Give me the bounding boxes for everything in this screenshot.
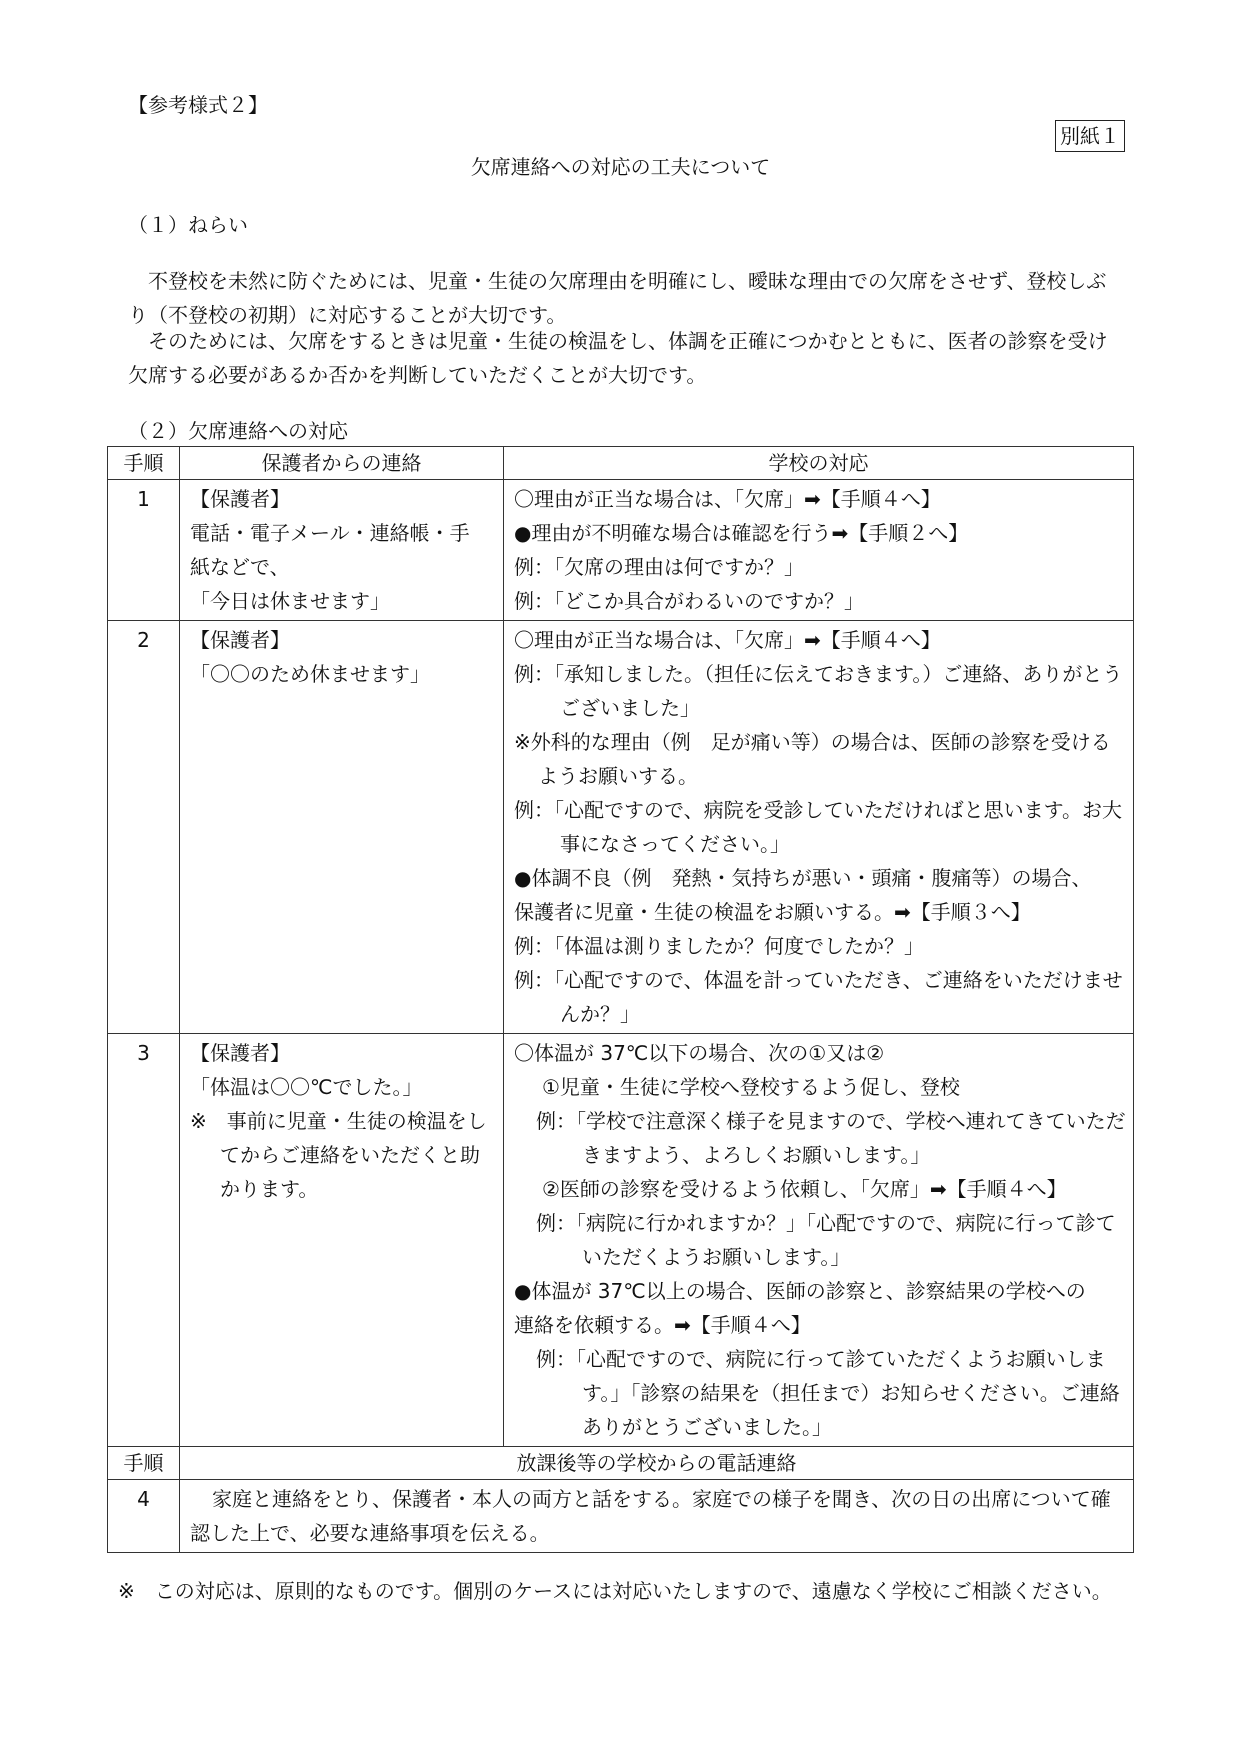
guardian-line: 紙などで、 (190, 555, 290, 579)
form-label: 【参考様式２】 (128, 93, 268, 117)
after-school-text: 家庭と連絡をとり、保護者・本人の両方と話をする。家庭での様子を聞き、次の日の出席について確認した上で、必要な連絡事項を伝える。 (180, 1480, 1134, 1553)
school-line: ●体調不良（例 発熱・気持ちが悪い・頭痛・腹痛等）の場合、 (514, 866, 1092, 890)
header-step: 手順 (108, 447, 180, 480)
response-table (107, 446, 1134, 1553)
after-school-header-row (108, 1447, 1134, 1480)
paragraph-2-text: そのためには、欠席をするときは児童・生徒の検温をし、体調を正確につかむとともに、医者の診察を受け欠席する必要があるか否かを判断していただくことが大切です。 (128, 329, 1108, 387)
school-note: ※外科的な理由（例 足が痛い等）の場合は、医師の診察を受けるようお願いする。 (514, 730, 1111, 788)
school-option: ②医師の診察を受けるよう依頼し、「欠席」➡【手順４へ】 (542, 1177, 1067, 1201)
school-line: ●体温が 37℃以上の場合、医師の診察と、診察結果の学校への (514, 1279, 1086, 1303)
step-number: 2 (108, 621, 180, 1034)
header-school: 学校の対応 (504, 447, 1134, 480)
school-line: 〇理由が正当な場合は、「欠席」➡【手順４へ】 (514, 628, 941, 652)
attachment-label: 別紙１ (1055, 120, 1125, 152)
section1-heading: （１）ねらい (128, 213, 248, 237)
paragraph-1-text: 不登校を未然に防ぐためには、児童・生徒の欠席理由を明確にし、曖昧な理由での欠席をさせず、登校しぶり（不登校の初期）に対応することが大切です。 (128, 269, 1107, 327)
school-example: 例：「心配ですので、病院を受診していただければと思います。お大事になさってください。」 (514, 798, 1122, 856)
guardian-line: 【保護者】 (190, 1041, 290, 1065)
school-line: 〇体温が 37℃以下の場合、次の①又は② (514, 1041, 885, 1065)
guardian-cell (180, 1034, 504, 1447)
school-example: 例：「承知しました。（担任に伝えておきます。）ご連絡、ありがとうございました」 (514, 662, 1123, 720)
table-row (108, 1480, 1134, 1553)
guardian-line: 「今日は休ませます」 (190, 589, 390, 613)
school-example: 例：「病院に行かれますか？」「心配ですので、病院に行って診ていただくようお願いします。」 (536, 1211, 1116, 1269)
school-cell (504, 621, 1134, 1034)
table-row (108, 1034, 1134, 1447)
school-line: 〇理由が正当な場合は、「欠席」➡【手順４へ】 (514, 487, 941, 511)
school-example: 例：「体温は測りましたか？何度でしたか？」 (514, 934, 924, 958)
section1-paragraph-1 (128, 264, 1126, 332)
school-example: 例：「どこか具合がわるいのですか？」 (514, 589, 864, 613)
school-line: 保護者に児童・生徒の検温をお願いする。➡【手順３へ】 (514, 900, 1031, 924)
school-option: ①児童・生徒に学校へ登校するよう促し、登校 (542, 1075, 960, 1099)
step-number: 3 (108, 1034, 180, 1447)
footnote: ※ この対応は、原則的なものです。個別のケースには対応いたしますので、遠慮なく学校にご相談ください。 (118, 1579, 1112, 1603)
guardian-line: 「体温は〇〇℃でした。」 (190, 1075, 423, 1099)
school-example: 例：「心配ですので、体温を計っていただき、ご連絡をいただけませんか？」 (514, 968, 1123, 1026)
school-example: 例：「欠席の理由は何ですか？」 (514, 555, 804, 579)
table-row (108, 621, 1134, 1034)
section1-paragraph-2 (128, 324, 1126, 392)
school-cell (504, 480, 1134, 621)
guardian-line: 【保護者】 (190, 487, 290, 511)
header-guardian: 保護者からの連絡 (180, 447, 504, 480)
section2-heading: （２）欠席連絡への対応 (128, 419, 348, 443)
guardian-line: 「〇〇のため休ませます」 (190, 662, 430, 686)
guardian-line: 電話・電子メール・連絡帳・手 (190, 521, 470, 545)
guardian-line: 【保護者】 (190, 628, 290, 652)
table-row (108, 480, 1134, 621)
school-example: 例：「心配ですので、病院に行って診ていただくようお願いします。」「診察の結果を（担任まで）お知らせください。ご連絡ありがとうございました。」 (536, 1347, 1120, 1439)
document-title: 欠席連絡への対応の工夫について (470, 155, 771, 179)
school-line: 連絡を依頼する。➡【手順４へ】 (514, 1313, 811, 1337)
school-cell (504, 1034, 1134, 1447)
school-example: 例：「学校で注意深く様子を見ますので、学校へ連れてきていただきますよう、よろしくお願いします。」 (536, 1109, 1126, 1167)
guardian-note: ※ 事前に児童・生徒の検温をしてからご連絡をいただくと助かります。 (190, 1109, 487, 1201)
step-number: 1 (108, 480, 180, 621)
after-school-step-header: 手順 (108, 1447, 180, 1480)
after-school-header: 放課後等の学校からの電話連絡 (180, 1447, 1134, 1480)
school-line: ●理由が不明確な場合は確認を行う➡【手順２へ】 (514, 521, 969, 545)
step-number: 4 (108, 1480, 180, 1553)
table-header-row (108, 447, 1134, 480)
guardian-cell (180, 621, 504, 1034)
guardian-cell (180, 480, 504, 621)
